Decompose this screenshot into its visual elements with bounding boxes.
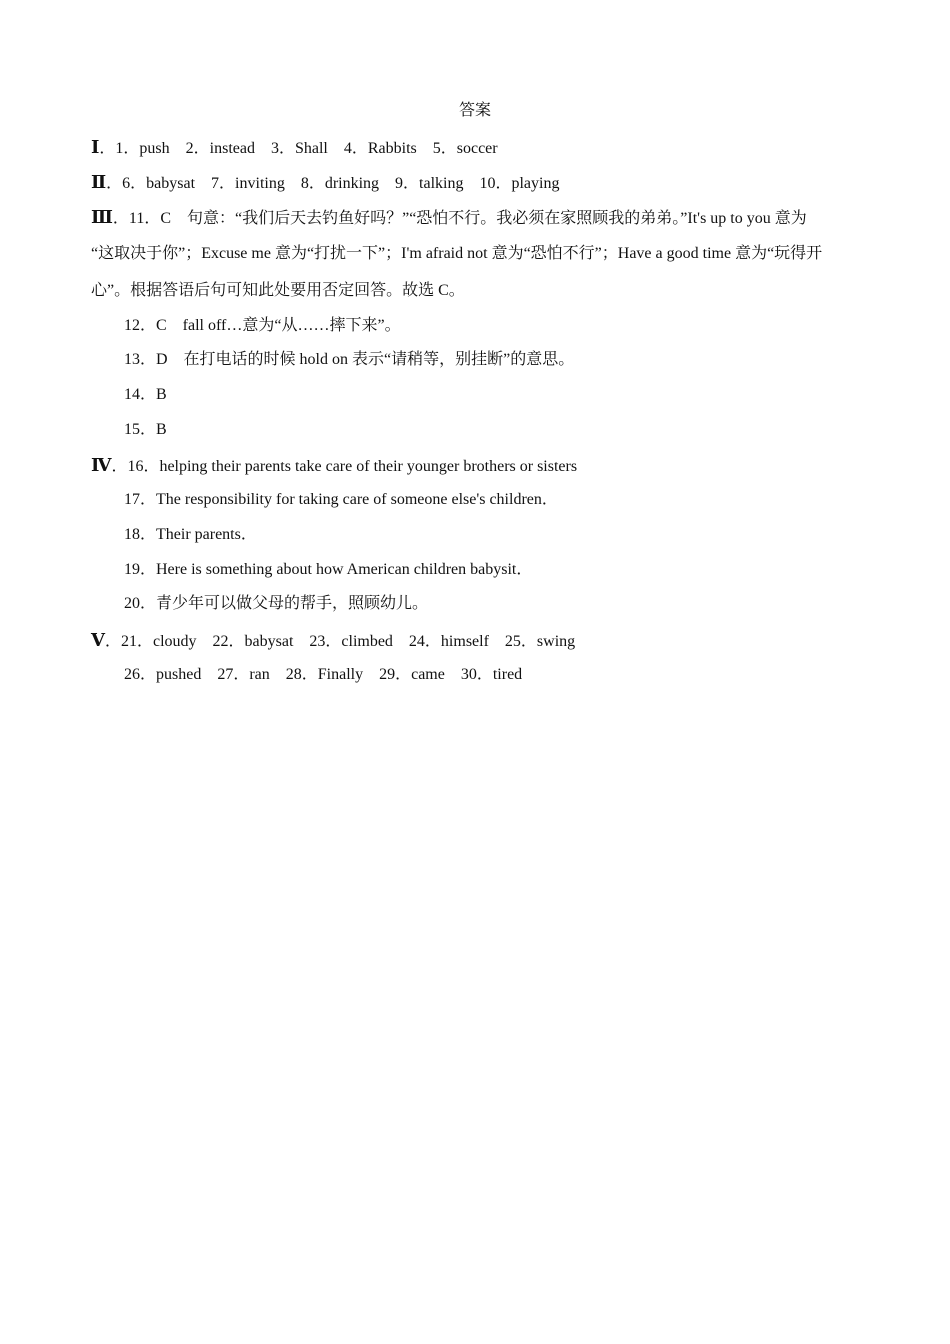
section-1-numeral: Ⅰ <box>91 137 100 157</box>
q20-answer: 20．青少年可以做父母的帮手，照顾幼儿。 <box>124 595 429 612</box>
section-5-answers-2: 26．pushed 27．ran 28．Finally 29．came 30．tired <box>124 666 523 683</box>
section-1-answers <box>91 137 866 159</box>
q18-answer: 18．Their parents． <box>124 526 257 543</box>
section-2-line: ．6．babysat 7．inviting 8．drinking 9．talking 10．playing <box>106 175 560 192</box>
section-4-q16 <box>91 455 866 477</box>
q12-answer: 12．C fall off…意为“从……摔下来”。 <box>124 317 401 334</box>
section-5-numeral: Ⅴ <box>91 630 105 650</box>
q17-answer: 17．The responsibility for taking care of someone else's children． <box>124 491 558 508</box>
q11-text-line3: 心”。根据答语后句可知此处要用否定回答。故选 C。 <box>91 282 465 299</box>
q15-answer: 15．B <box>124 421 167 438</box>
section-5-answers-1: ．21．cloudy 22．babysat 23．climbed 24．himself 25．swing <box>104 633 576 650</box>
q13-answer: 13．D 在打电话的时候 hold on 表示“请稍等，别挂断”的意思。 <box>124 351 575 368</box>
section-1-line: ．1．push 2．instead 3．Shall 4．Rabbits 5．soccer <box>99 140 498 157</box>
section-2-numeral: Ⅱ <box>91 172 107 192</box>
q11-text-line1: ．11．C 句意：“我们后天去钓鱼好吗？”“恐怕不行。我必须在家照顾我的弟弟。”It's up to you 意为 <box>112 210 807 227</box>
section-4-numeral: Ⅳ <box>91 455 112 475</box>
q14-answer: 14．B <box>124 386 167 403</box>
section-2-answers <box>91 172 866 194</box>
section-3-numeral: Ⅲ <box>91 207 113 227</box>
section-3-q11-line1 <box>91 207 866 229</box>
q16-answer: ．16．helping their parents take care of their younger brothers or sisters <box>111 458 578 475</box>
q11-text-line2: “这取决于你”；Excuse me 意为“打扰一下”；I'm afraid not 意为“恐怕不行”；Have a good time 意为“玩得开 <box>91 245 823 262</box>
section-5-line1 <box>91 630 866 652</box>
page-title: 答案 <box>458 102 491 119</box>
q19-answer: 19．Here is something about how American children babysit． <box>124 561 533 578</box>
